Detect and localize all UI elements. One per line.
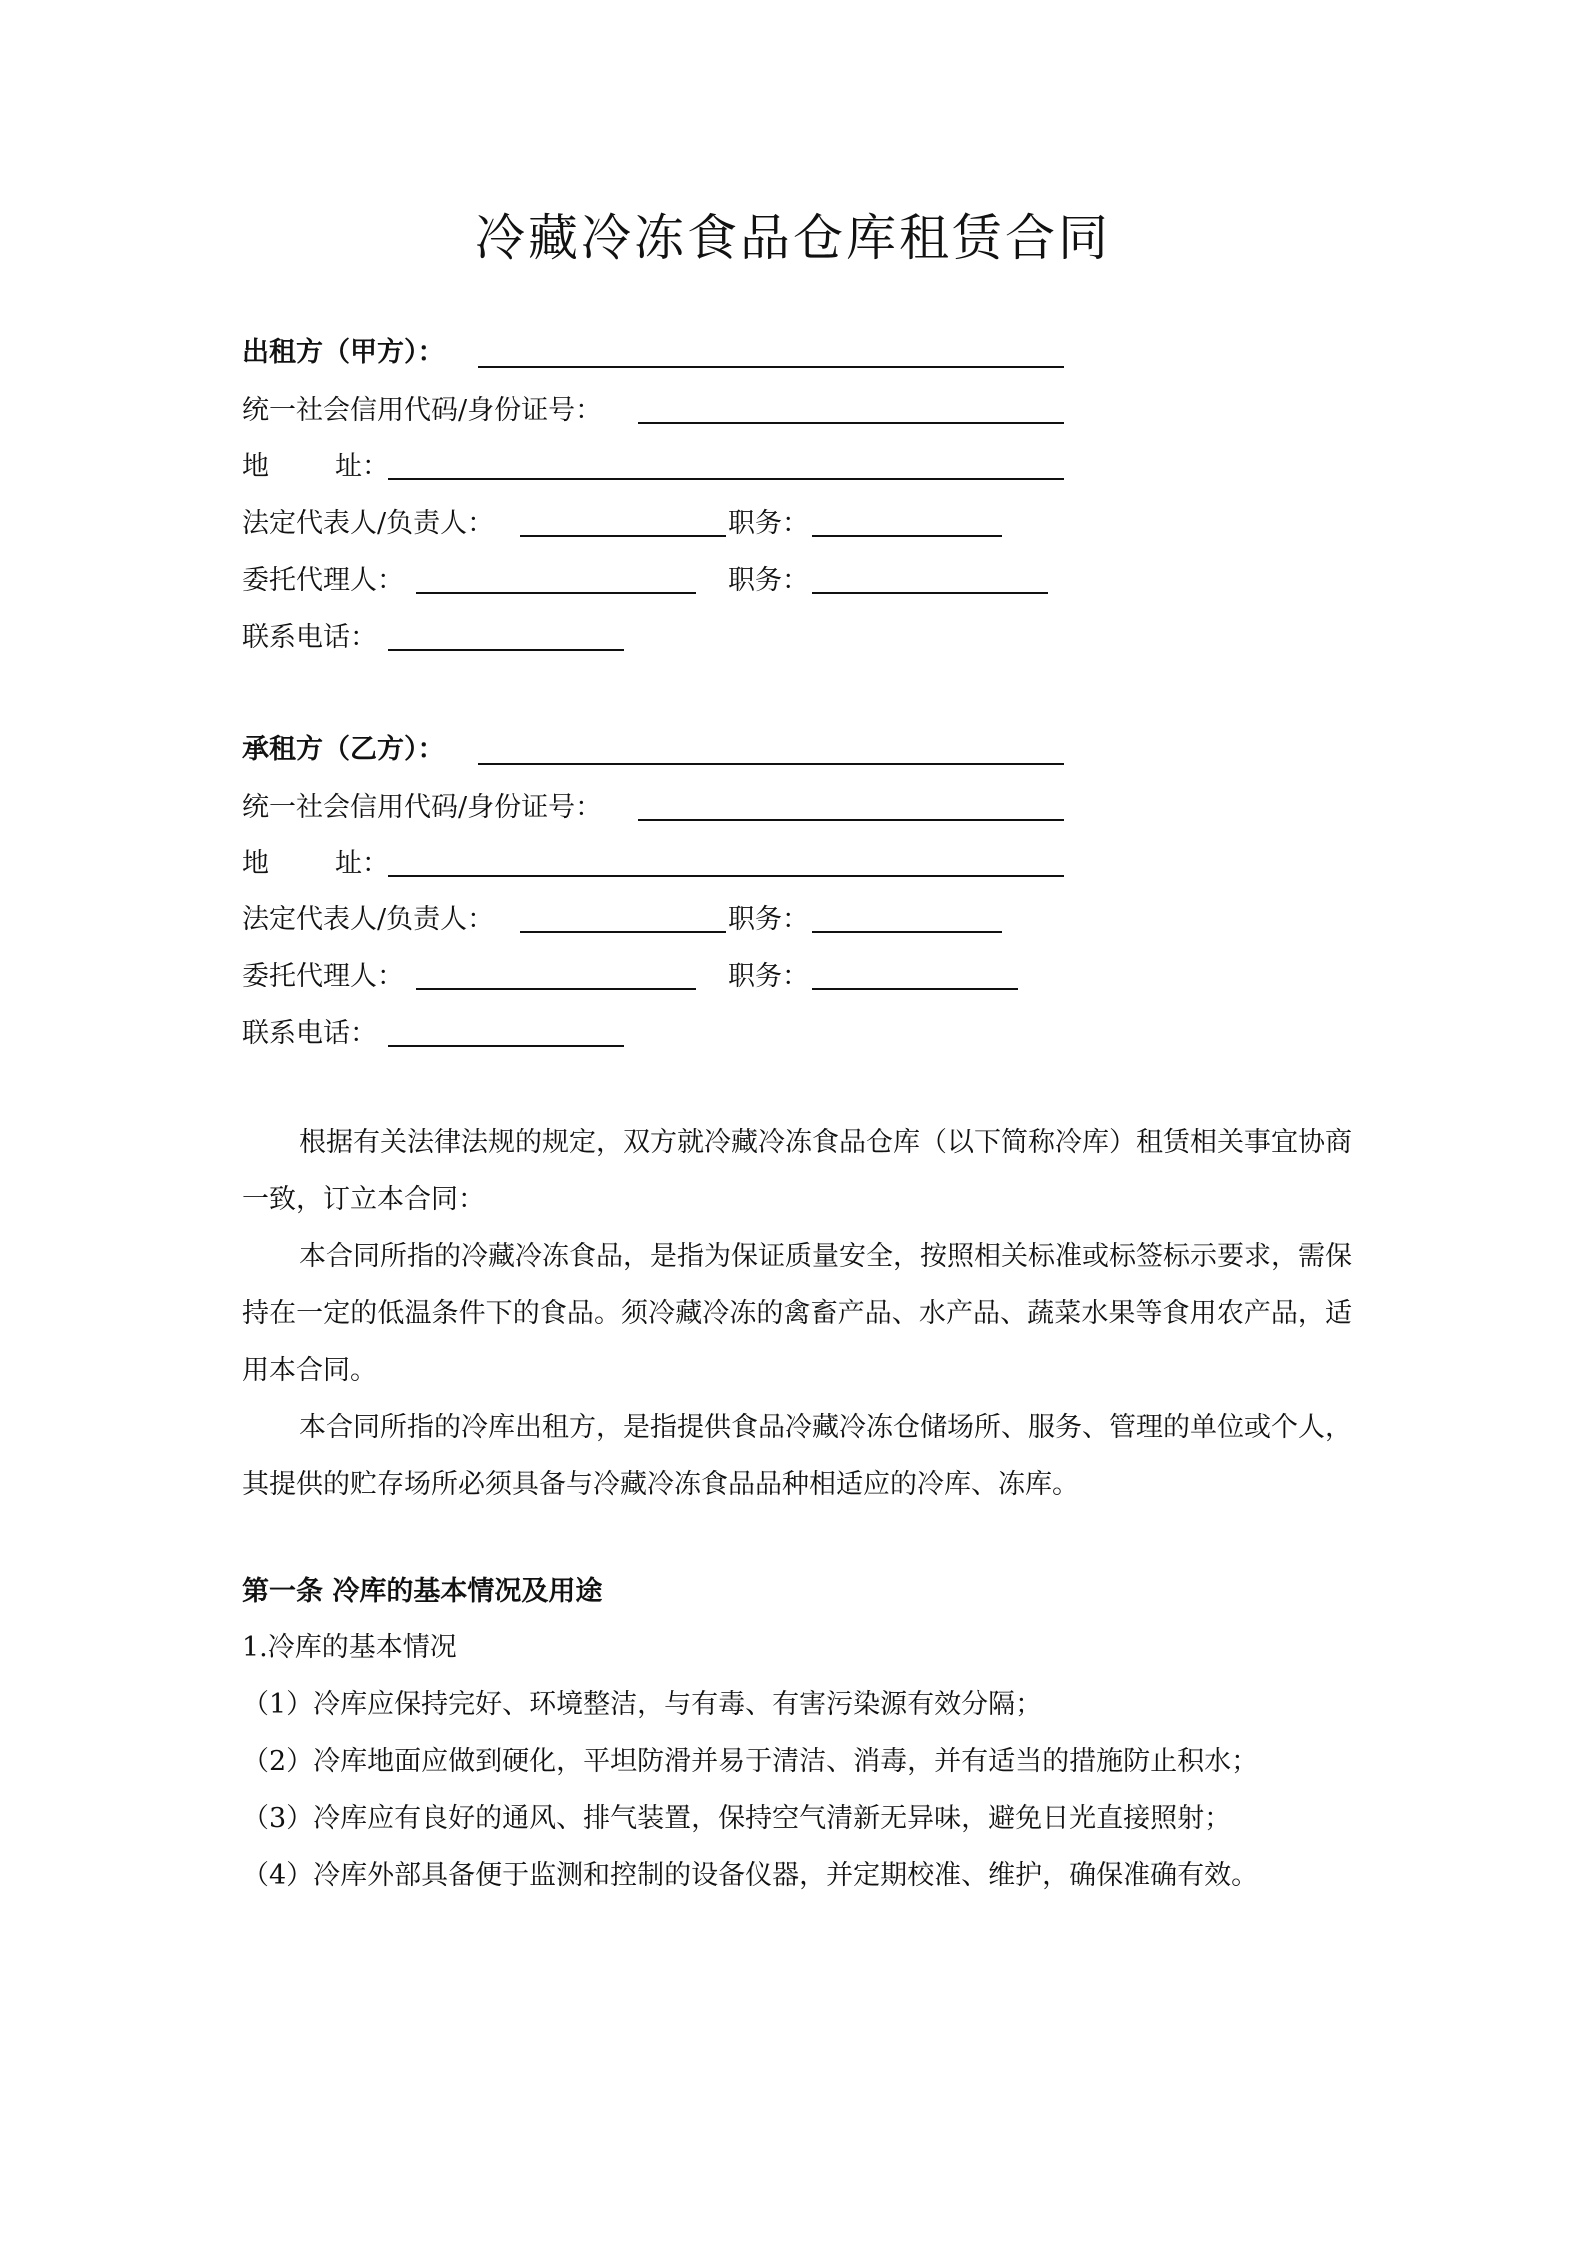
party-b-legal-rep-row [242, 900, 494, 940]
party-a-name-blank[interactable] [478, 366, 1064, 368]
party-b-agent-position-row [728, 957, 809, 997]
party-b-name-blank[interactable] [478, 763, 1064, 765]
party-a-address-blank[interactable] [388, 478, 1064, 480]
party-b-address-char2: 址： [335, 848, 389, 879]
preamble-paragraph: 本合同所指的冷藏冷冻食品，是指为保证质量安全，按照相关标准或标签标示要求，需保持在一定的低温条件下的食品。须冷藏冷冻的禽畜产品、水产品、蔬菜水果等食用农产品，适用本合同。 [242, 1241, 1352, 1386]
party-b-agent-row [242, 957, 404, 997]
party-b-legal-rep-blank[interactable] [520, 931, 726, 933]
party-b-agent-position-label: 职务： [728, 961, 809, 992]
party-b-address-row [242, 844, 389, 884]
party-b-position-row [728, 900, 809, 940]
party-a-credit-row [242, 391, 602, 431]
article-list-item: （1）冷库应保持完好、环境整洁，与有毒、有害污染源有效分隔； [242, 1689, 1043, 1720]
party-a-credit-blank[interactable] [638, 422, 1064, 424]
party-a-position-label: 职务： [728, 508, 809, 539]
preamble-paragraph: 根据有关法律法规的规定，双方就冷藏冷冻食品仓库（以下简称冷库）租赁相关事宜协商一致，订立本合同： [242, 1127, 1352, 1215]
party-a-agent-position-row [728, 561, 809, 601]
party-b-agent-position-blank[interactable] [812, 988, 1018, 990]
party-a-address-char2: 址： [335, 451, 389, 482]
party-a-legal-rep-blank[interactable] [520, 535, 726, 537]
article-heading: 第一条 冷库的基本情况及用途 [242, 1576, 603, 1607]
document-title: 冷藏冷冻食品仓库租赁合同 [475, 209, 1111, 267]
party-a-credit-label: 统一社会信用代码/身份证号： [242, 395, 603, 426]
party-b-agent-blank[interactable] [416, 988, 696, 990]
party-b-credit-label: 统一社会信用代码/身份证号： [242, 792, 603, 823]
preamble-paragraph: 本合同所指的冷库出租方，是指提供食品冷藏冷冻仓储场所、服务、管理的单位或个人，其提供的贮存场所必须具备与冷藏冷冻食品品种相适应的冷库、冻库。 [242, 1412, 1352, 1500]
party-b-address-blank[interactable] [388, 875, 1064, 877]
party-b-phone-row [242, 1014, 377, 1054]
party-a-address-char1: 地 [242, 451, 335, 482]
party-b-phone-blank[interactable] [388, 1045, 624, 1047]
article-list-item: （3）冷库应有良好的通风、排气装置，保持空气清新无异味，避免日光直接照射； [242, 1803, 1232, 1834]
article-subheading: 1.冷库的基本情况 [242, 1632, 457, 1663]
party-b-credit-row [242, 788, 602, 828]
party-b-address-char1: 地 [242, 848, 335, 879]
party-b-phone-label: 联系电话： [242, 1018, 377, 1049]
party-a-address-row [242, 447, 389, 487]
party-a-phone-label: 联系电话： [242, 622, 377, 653]
party-a-name-row [242, 333, 445, 373]
party-b-position-blank[interactable] [812, 931, 1002, 933]
party-b-name-row [242, 730, 445, 770]
party-a-phone-blank[interactable] [388, 649, 624, 651]
party-a-agent-blank[interactable] [416, 592, 696, 594]
party-b-agent-label: 委托代理人： [242, 961, 404, 992]
article-list-item: （2）冷库地面应做到硬化，平坦防滑并易于清洁、消毒，并有适当的措施防止积水； [242, 1746, 1259, 1777]
party-a-legal-rep-row [242, 504, 494, 544]
party-b-name-label: 承租方（乙方）： [242, 734, 445, 765]
party-a-agent-position-blank[interactable] [812, 592, 1048, 594]
party-a-agent-row [242, 561, 404, 601]
article-list-item: （4）冷库外部具备便于监测和控制的设备仪器，并定期校准、维护，确保准确有效。 [242, 1860, 1259, 1891]
party-a-phone-row [242, 618, 377, 658]
party-b-credit-blank[interactable] [638, 819, 1064, 821]
party-b-position-label: 职务： [728, 904, 809, 935]
party-a-agent-label: 委托代理人： [242, 565, 404, 596]
party-a-position-blank[interactable] [812, 535, 1002, 537]
party-a-name-label: 出租方（甲方）： [242, 337, 445, 368]
party-a-legal-rep-label: 法定代表人/负责人： [242, 508, 495, 539]
party-b-legal-rep-label: 法定代表人/负责人： [242, 904, 495, 935]
party-a-agent-position-label: 职务： [728, 565, 809, 596]
party-a-position-row [728, 504, 809, 544]
